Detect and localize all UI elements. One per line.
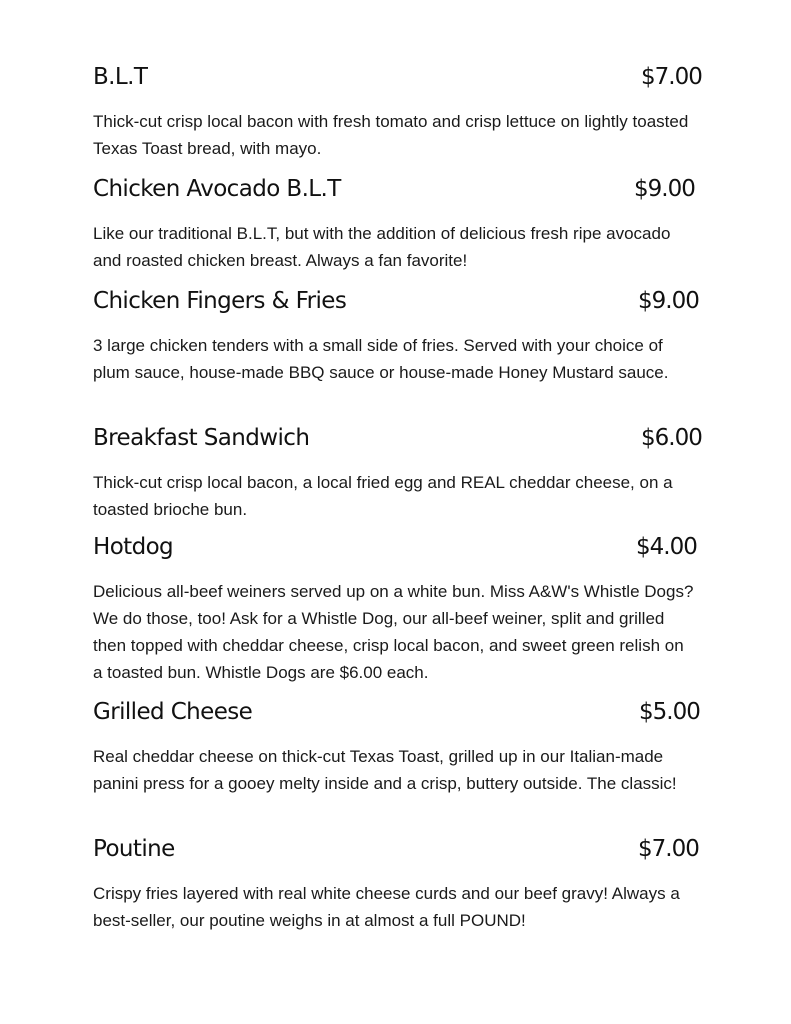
menu-item-header <box>93 532 697 570</box>
menu-item-description: Like our traditional B.L.T, but with the addition of delicious fresh ripe avocado and roasted chicken breast. Always a fan favorite! <box>93 224 671 270</box>
menu-item-description: 3 large chicken tenders with a small side of fries. Served with your choice of plum sauce, house-made BBQ sauce or house-made Honey Mustard sauce. <box>93 336 669 382</box>
menu-item-description: Real cheddar cheese on thick-cut Texas Toast, grilled up in our Italian-made panini press for a gooey melty inside and a crisp, buttery outside. The classic! <box>93 747 677 793</box>
menu-item-description: Thick-cut crisp local bacon, a local fried egg and REAL cheddar cheese, on a toasted brioche bun. <box>93 473 673 519</box>
menu-item-breakfast-sandwich <box>93 423 702 532</box>
menu-item-price: $7.00 <box>641 64 702 90</box>
menu-item-description: Thick-cut crisp local bacon with fresh tomato and crisp lettuce on lightly toasted Texas Toast bread, with mayo. <box>93 112 689 158</box>
menu-item-header <box>93 62 702 100</box>
menu-item-grilled-cheese <box>93 697 700 834</box>
menu-item-chicken-fingers-fries <box>93 286 697 423</box>
menu-item-name: Breakfast Sandwich <box>93 425 310 451</box>
menu-item-header <box>93 286 697 324</box>
menu-item-name: Chicken Avocado B.L.T <box>93 176 341 202</box>
menu-item-price: $9.00 <box>638 288 699 314</box>
menu-item-name: Hotdog <box>93 534 174 560</box>
menu-item-header <box>93 174 697 212</box>
menu-item-hotdog <box>93 532 697 697</box>
menu-item-blt <box>93 62 702 174</box>
menu-item-header <box>93 423 702 461</box>
menu-item-name: B.L.T <box>93 64 148 90</box>
menu-item-description: Delicious all-beef weiners served up on a white bun. Miss A&W's Whistle Dogs? We do those, too! Ask for a Whistle Dog, our all-beef weiner, split and grilled then topped with cheddar cheese, crisp local bacon, and sweet green relish on a toasted bun. Whistle Dogs are $6.00 each. <box>93 582 694 682</box>
menu-item-chicken-avocado-blt <box>93 174 697 286</box>
menu-item-price: $9.00 <box>634 176 695 202</box>
menu-item-name: Grilled Cheese <box>93 699 253 725</box>
menu-item-price: $7.00 <box>638 836 699 862</box>
menu-item-description: Crispy fries layered with real white cheese curds and our beef gravy! Always a best-seller, our poutine weighs in at almost a full POUND! <box>93 884 680 930</box>
menu-item-price: $5.00 <box>639 699 700 725</box>
menu-list <box>93 62 702 944</box>
menu-item-header <box>93 697 700 735</box>
menu-item-price: $6.00 <box>641 425 702 451</box>
menu-item-price: $4.00 <box>636 534 697 560</box>
menu-item-poutine <box>93 834 697 944</box>
menu-item-header <box>93 834 697 872</box>
menu-item-name: Poutine <box>93 836 175 862</box>
menu-item-name: Chicken Fingers & Fries <box>93 288 347 314</box>
